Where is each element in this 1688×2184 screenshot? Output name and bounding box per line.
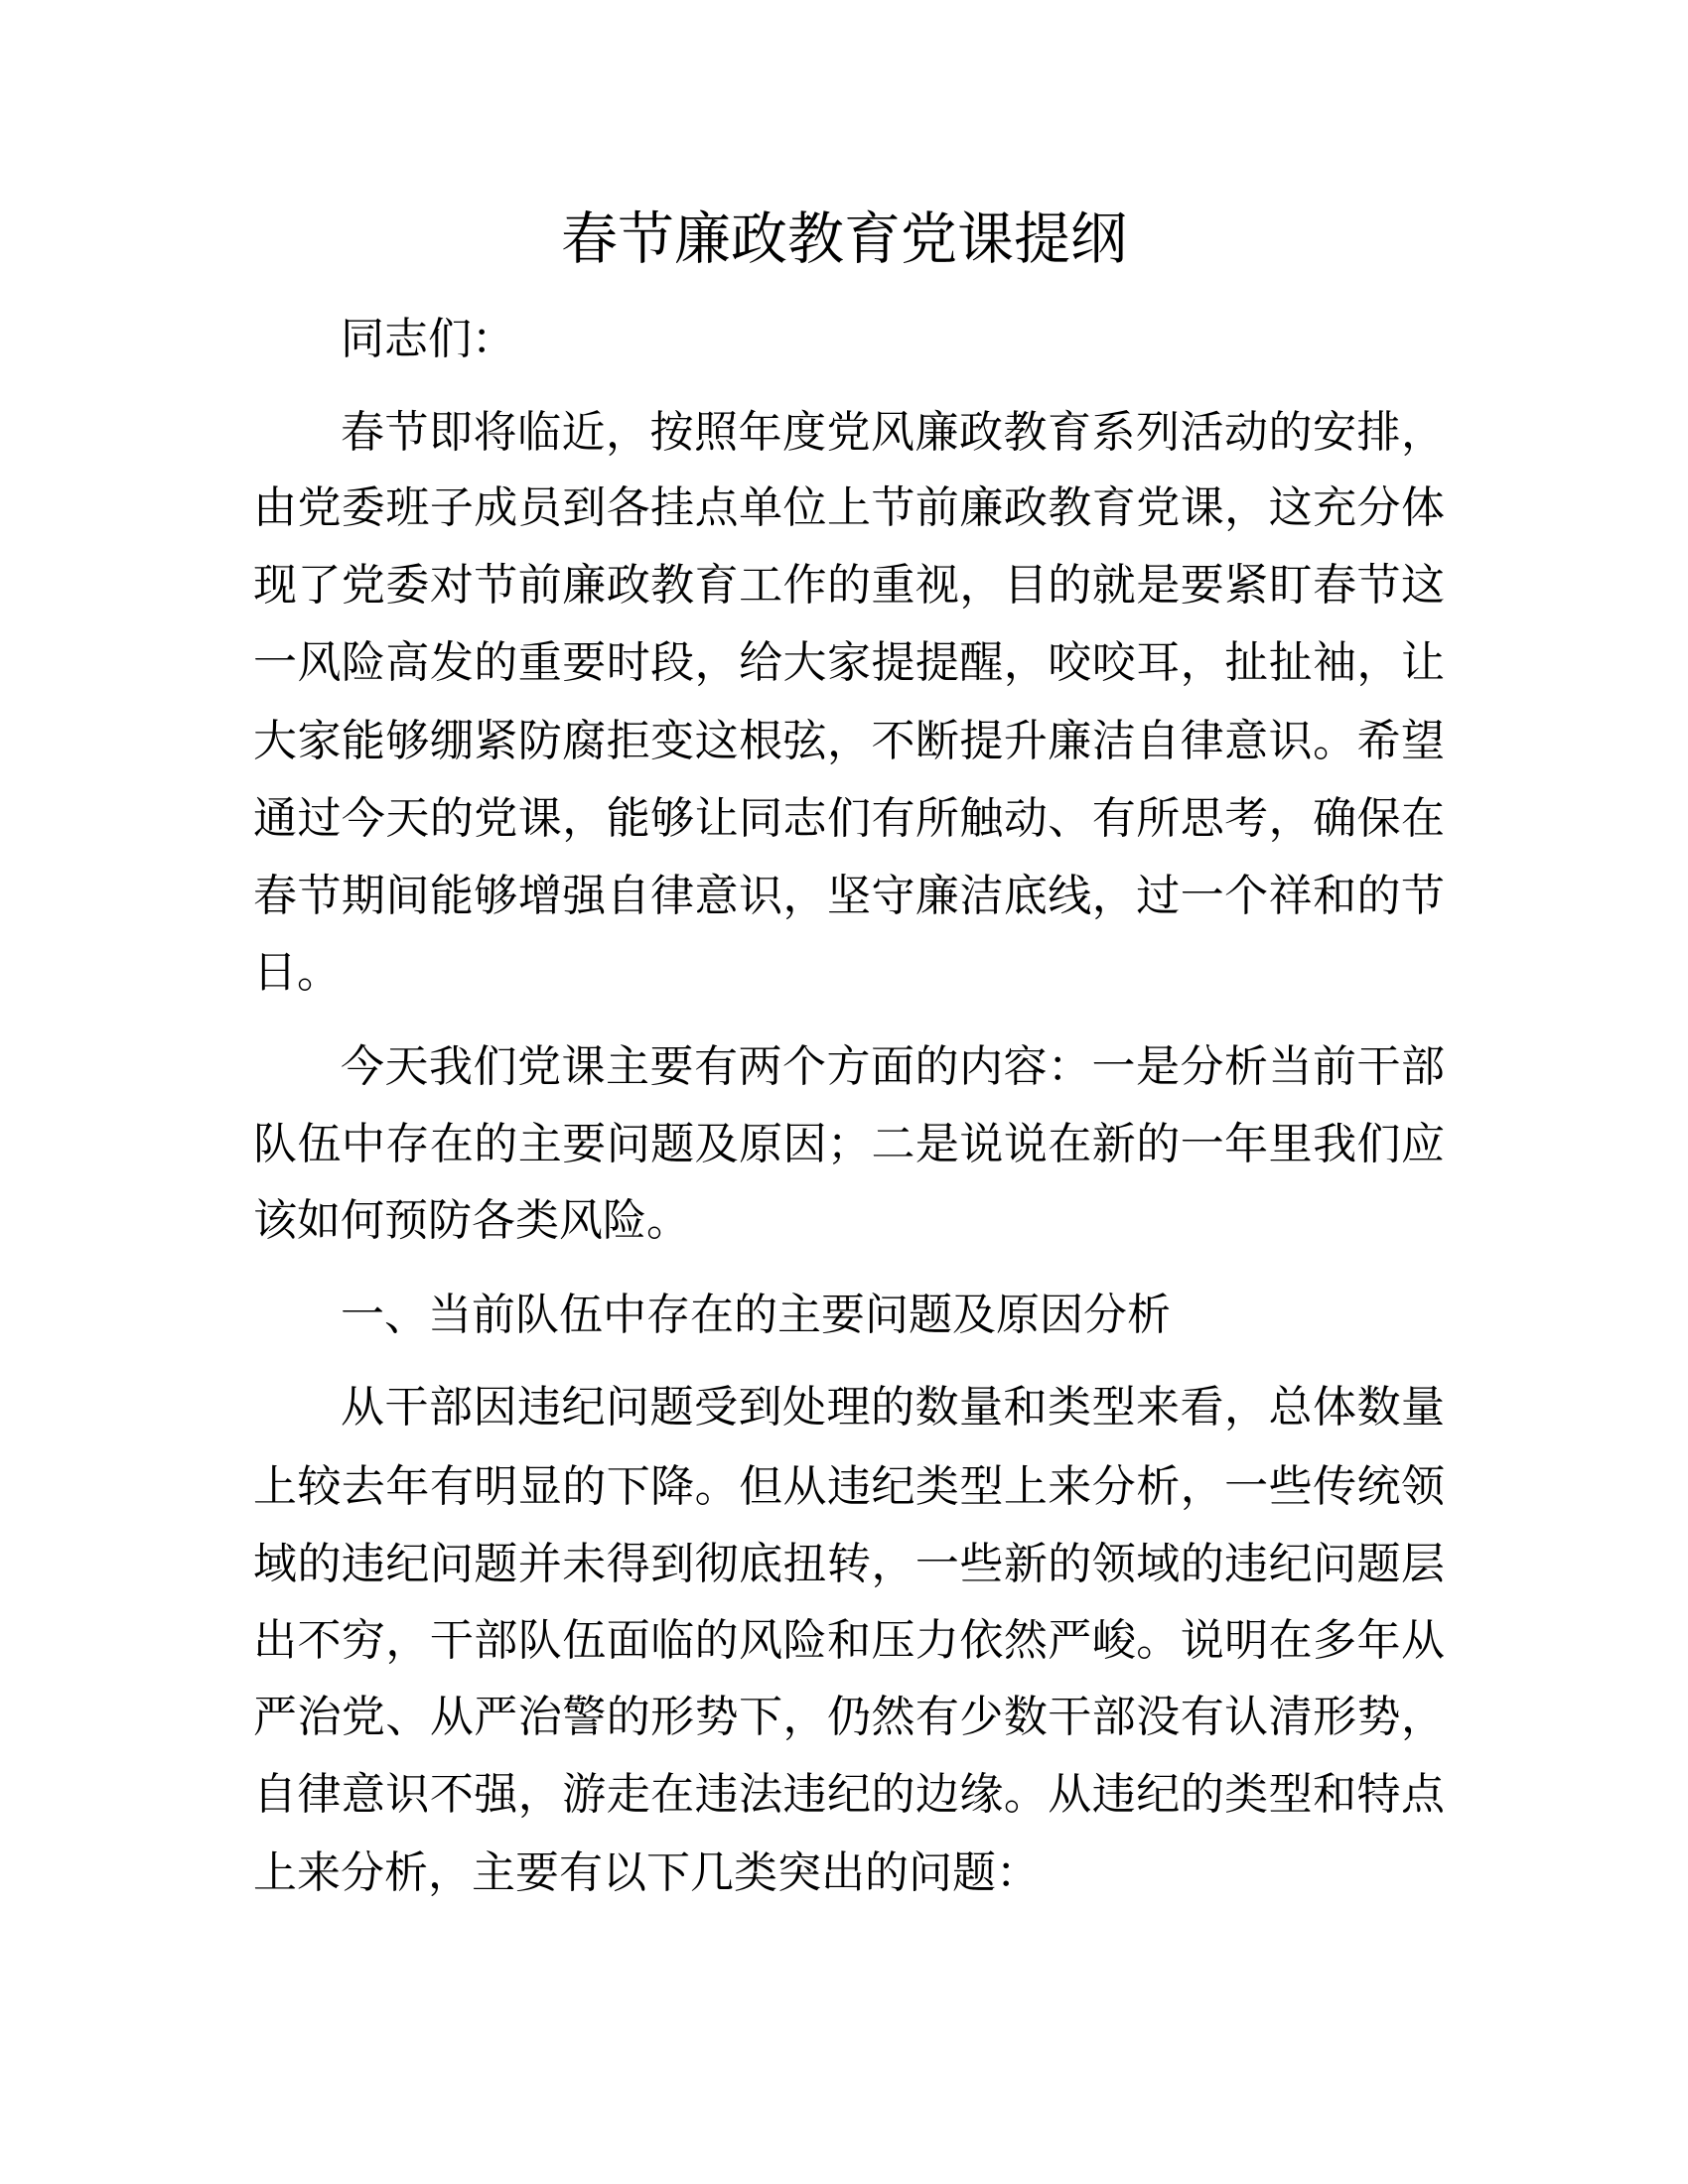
paragraph-line: 今天我们党课主要有两个方面的内容：一是分析当前干部 (341, 1041, 1445, 1092)
paragraph-line: 队伍中存在的主要问题及原因；二是说说在新的一年里我们应 (253, 1119, 1445, 1169)
paragraph-line: 出不穷，干部队伍面临的风险和压力依然严峻。说明在多年从 (253, 1615, 1445, 1666)
salutation: 同志们： (341, 314, 515, 364)
paragraph-line: 上来分析，主要有以下几类突出的问题： (253, 1847, 1040, 1898)
paragraph-line: 上较去年有明显的下降。但从违纪类型上来分析，一些传统领 (253, 1461, 1445, 1512)
paragraph-line: 大家能够绷紧防腐拒变这根弦，不断提升廉洁自律意识。希望 (253, 716, 1445, 766)
paragraph-line: 自律意识不强，游走在违法违纪的边缘。从违纪的类型和特点 (253, 1769, 1445, 1820)
paragraph-line: 春节即将临近，按照年度党风廉政教育系列活动的安排， (341, 407, 1445, 458)
paragraph-line: 日。 (253, 947, 341, 998)
paragraph-line: 严治党、从严治警的形势下，仍然有少数干部没有认清形势， (253, 1692, 1445, 1742)
section-heading: 一、当前队伍中存在的主要问题及原因分析 (341, 1290, 1171, 1340)
paragraph-line: 一风险高发的重要时段，给大家提提醒，咬咬耳，扯扯袖，让 (253, 637, 1445, 688)
paragraph-line: 域的违纪问题并未得到彻底扭转，一些新的领域的违纪问题层 (253, 1539, 1445, 1589)
paragraph-line: 该如何预防各类风险。 (253, 1195, 690, 1246)
paragraph-line: 现了党委对节前廉政教育工作的重视，目的就是要紧盯春节这 (253, 560, 1445, 611)
paragraph-line: 从干部因违纪问题受到处理的数量和类型来看，总体数量 (341, 1382, 1445, 1433)
paragraph-line: 由党委班子成员到各挂点单位上节前廉政教育党课，这充分体 (253, 482, 1445, 533)
paragraph-line: 春节期间能够增强自律意识，坚守廉洁底线，过一个祥和的节 (253, 871, 1445, 921)
paragraph-line: 通过今天的党课，能够让同志们有所触动、有所思考，确保在 (253, 793, 1445, 844)
document-title: 春节廉政教育党课提纲 (561, 206, 1127, 272)
